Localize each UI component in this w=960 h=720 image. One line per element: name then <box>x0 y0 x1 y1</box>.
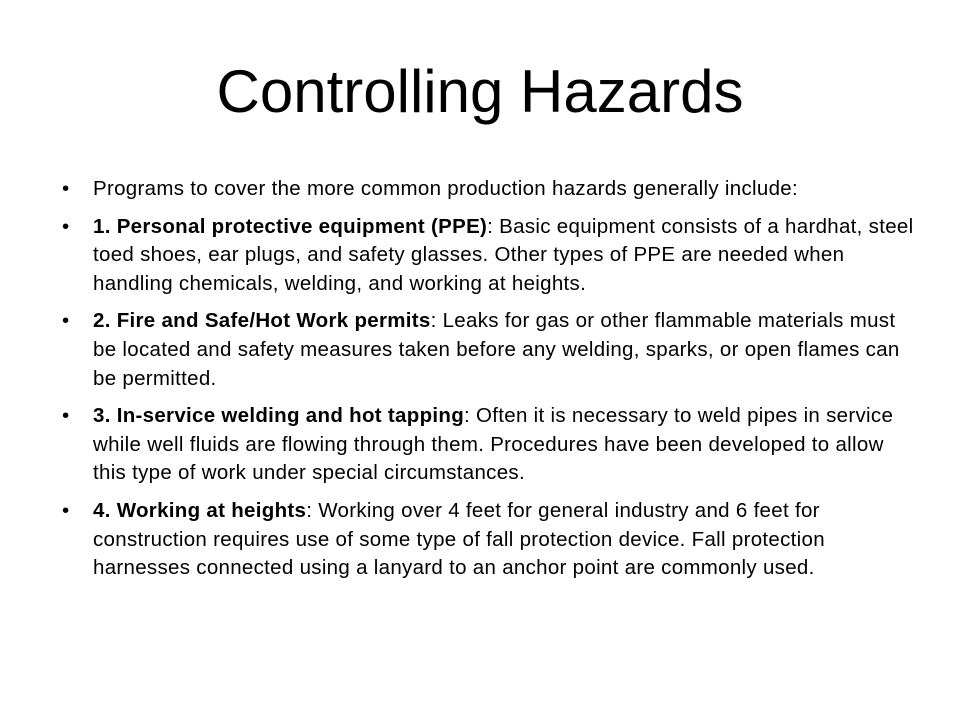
slide-title: Controlling Hazards <box>216 58 744 125</box>
bullet-text: : Working over 4 feet for general industry and 6 feet for construction requires use of some type of fall protection device. Fall protection harnesses connected using a lanyard to an anchor point are commonly used. <box>93 498 825 580</box>
bullet-icon: • <box>62 309 70 333</box>
bullet-item-hot-tapping <box>62 402 922 488</box>
bullet-list <box>62 175 922 592</box>
bullet-heading: 2. Fire and Safe/Hot Work permits <box>93 309 431 333</box>
bullet-icon: • <box>62 404 70 428</box>
bullet-icon: • <box>62 177 70 200</box>
bullet-text: : Basic equipment consists of a hardhat, steel toed shoes, ear plugs, and safety glasses. Other types of PPE are needed when handling chemicals, welding, and working at heights. <box>93 214 914 295</box>
bullet-text: : Leaks for gas or other flammable materials must be located and safety measures taken before any welding, sparks, or open flames can be permitted. <box>93 309 900 390</box>
bullet-text: Programs to cover the more common production hazards generally include: <box>93 177 798 200</box>
bullet-icon: • <box>62 498 70 522</box>
bullet-heading: 1. Personal protective equipment (PPE) <box>93 214 488 238</box>
bullet-icon: • <box>62 214 70 238</box>
bullet-heading: 3. In-service welding and hot tapping <box>93 404 465 428</box>
bullet-item-ppe <box>62 213 922 299</box>
bullet-text: : Often it is necessary to weld pipes in service while well fluids are flowing through them. Procedures have been developed to allow this type of work under special circumstances. <box>93 404 894 485</box>
bullet-item-hot-work-permits <box>62 307 922 393</box>
bullet-heading: 4. Working at heights <box>93 498 307 522</box>
bullet-item-intro <box>62 175 922 204</box>
bullet-item-working-at-heights <box>62 497 922 583</box>
